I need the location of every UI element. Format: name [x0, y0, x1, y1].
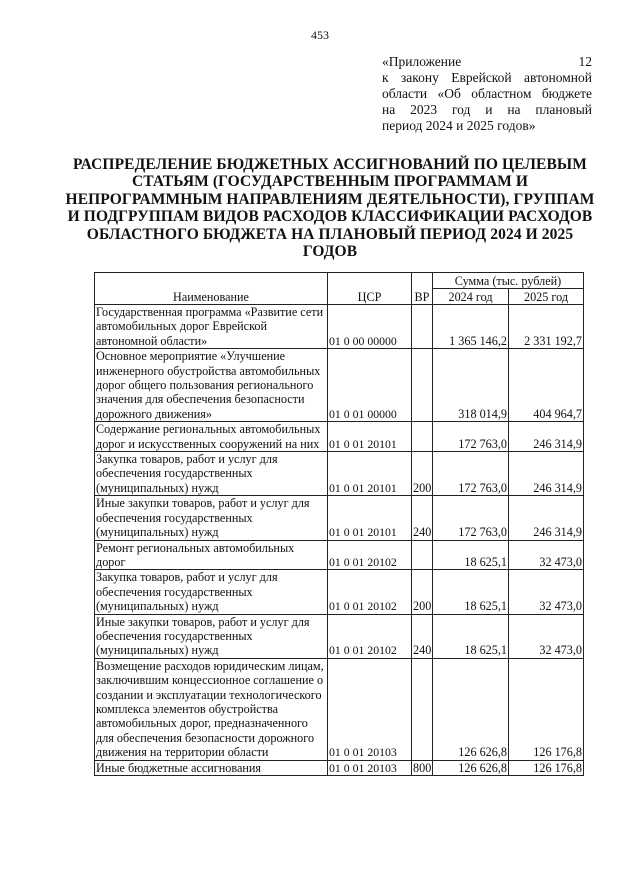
table-row	[95, 496, 584, 540]
page-number: 453	[311, 28, 329, 42]
row-sum-2024: 172 763,0	[433, 496, 509, 540]
document-title: РАСПРЕДЕЛЕНИЕ БЮДЖЕТНЫХ АССИГНОВАНИЙ ПО ЦЕЛЕВЫМ СТАТЬЯМ (ГОСУДАРСТВЕННЫМ ПРОГРАММАМ И НЕПРОГРАММНЫМ НАПРАВЛЕНИЯМ ДЕЯТЕЛЬНОСТИ), ГРУППАМ И ПОДГРУППАМ ВИДОВ РАСХОДОВ КЛАССИФИКАЦИИ РАСХОДОВ ОБЛАСТНОГО БЮДЖЕТА НА ПЛАНОВЫЙ ПЕРИОД 2024 И 2025 ГОДОВ	[65, 156, 595, 261]
row-csr: 01 0 01 20102	[328, 540, 412, 570]
row-vr: 240	[412, 496, 433, 540]
row-vr	[412, 658, 433, 760]
row-sum-2024: 172 763,0	[433, 422, 509, 452]
row-sum-2024: 126 626,8	[433, 760, 509, 775]
row-name: Иные бюджетные ассигнования	[95, 760, 328, 775]
table-row	[95, 540, 584, 570]
appendix-line: «Приложение 12	[382, 54, 592, 69]
row-sum-2025: 246 314,9	[509, 452, 584, 496]
row-vr	[412, 422, 433, 452]
header-sum: Сумма (тыс. рублей)	[433, 273, 584, 289]
row-csr: 01 0 01 20102	[328, 614, 412, 658]
row-vr	[412, 349, 433, 422]
row-sum-2024: 18 625,1	[433, 570, 509, 614]
row-sum-2025: 2 331 192,7	[509, 305, 584, 349]
row-vr: 200	[412, 570, 433, 614]
row-sum-2025: 246 314,9	[509, 422, 584, 452]
row-csr: 01 0 01 20102	[328, 570, 412, 614]
header-vr: ВР	[412, 273, 433, 305]
appendix-line: области «Об областном бюджете	[382, 86, 592, 101]
row-sum-2025: 126 176,8	[509, 760, 584, 775]
table-row	[95, 452, 584, 496]
row-csr: 01 0 01 20101	[328, 422, 412, 452]
row-name: Иные закупки товаров, работ и услуг для обеспечения государственных (муниципальных) нужд	[95, 496, 328, 540]
row-csr: 01 0 01 20103	[328, 760, 412, 775]
header-csr: ЦСР	[328, 273, 412, 305]
row-sum-2025: 32 473,0	[509, 540, 584, 570]
row-name: Иные закупки товаров, работ и услуг для обеспечения государственных (муниципальных) нужд	[95, 614, 328, 658]
row-vr	[412, 540, 433, 570]
appendix-line: к закону Еврейской автономной	[382, 70, 592, 85]
row-vr	[412, 305, 433, 349]
table-row	[95, 305, 584, 349]
table-row	[95, 760, 584, 775]
table-header-row	[95, 273, 584, 289]
row-sum-2025: 246 314,9	[509, 496, 584, 540]
row-name: Государственная программа «Развитие сети автомобильных дорог Еврейской автономной области»	[95, 305, 328, 349]
row-vr: 200	[412, 452, 433, 496]
row-name: Закупка товаров, работ и услуг для обеспечения государственных (муниципальных) нужд	[95, 452, 328, 496]
row-csr: 01 0 01 20101	[328, 496, 412, 540]
row-sum-2025: 32 473,0	[509, 570, 584, 614]
header-year-2024: 2024 год	[433, 289, 509, 305]
appendix-note	[382, 54, 592, 134]
row-sum-2024: 1 365 146,2	[433, 305, 509, 349]
row-csr: 01 0 01 20101	[328, 452, 412, 496]
row-sum-2024: 18 625,1	[433, 540, 509, 570]
row-name: Ремонт региональных автомобильных дорог	[95, 540, 328, 570]
table-row	[95, 614, 584, 658]
row-name: Содержание региональных автомобильных дорог и искусственных сооружений на них	[95, 422, 328, 452]
row-sum-2024: 172 763,0	[433, 452, 509, 496]
table-row	[95, 570, 584, 614]
row-csr: 01 0 01 00000	[328, 349, 412, 422]
row-sum-2025: 32 473,0	[509, 614, 584, 658]
table-row	[95, 658, 584, 760]
row-name: Закупка товаров, работ и услуг для обеспечения государственных (муниципальных) нужд	[95, 570, 328, 614]
row-csr: 01 0 01 20103	[328, 658, 412, 760]
header-name: Наименование	[95, 273, 328, 305]
appendix-line: на 2023 год и на плановый	[382, 102, 592, 117]
row-vr: 800	[413, 760, 432, 775]
header-year-2025: 2025 год	[509, 289, 584, 305]
appendix-line: период 2024 и 2025 годов»	[382, 118, 536, 133]
row-sum-2024: 126 626,8	[433, 658, 509, 760]
row-csr: 01 0 00 00000	[328, 305, 412, 349]
row-vr: 240	[412, 614, 433, 658]
row-sum-2025: 126 176,8	[509, 658, 584, 760]
table-row	[95, 422, 584, 452]
row-name: Возмещение расходов юридическим лицам, заключившим концессионное соглашение о создании и эксплуатации технологического комплекса элементов обустройства автомобильных дорог, предназначенного для обеспечения безопасности дорожного движения на территории области	[95, 658, 328, 760]
row-sum-2025: 404 964,7	[509, 349, 584, 422]
budget-table	[94, 272, 584, 776]
row-sum-2024: 318 014,9	[433, 349, 509, 422]
table-row	[95, 349, 584, 422]
row-name: Основное мероприятие «Улучшение инженерного обустройства автомобильных дорог общего пользования регионального значения для обеспечения безопасности дорожного движения»	[95, 349, 328, 422]
row-sum-2024: 18 625,1	[433, 614, 509, 658]
